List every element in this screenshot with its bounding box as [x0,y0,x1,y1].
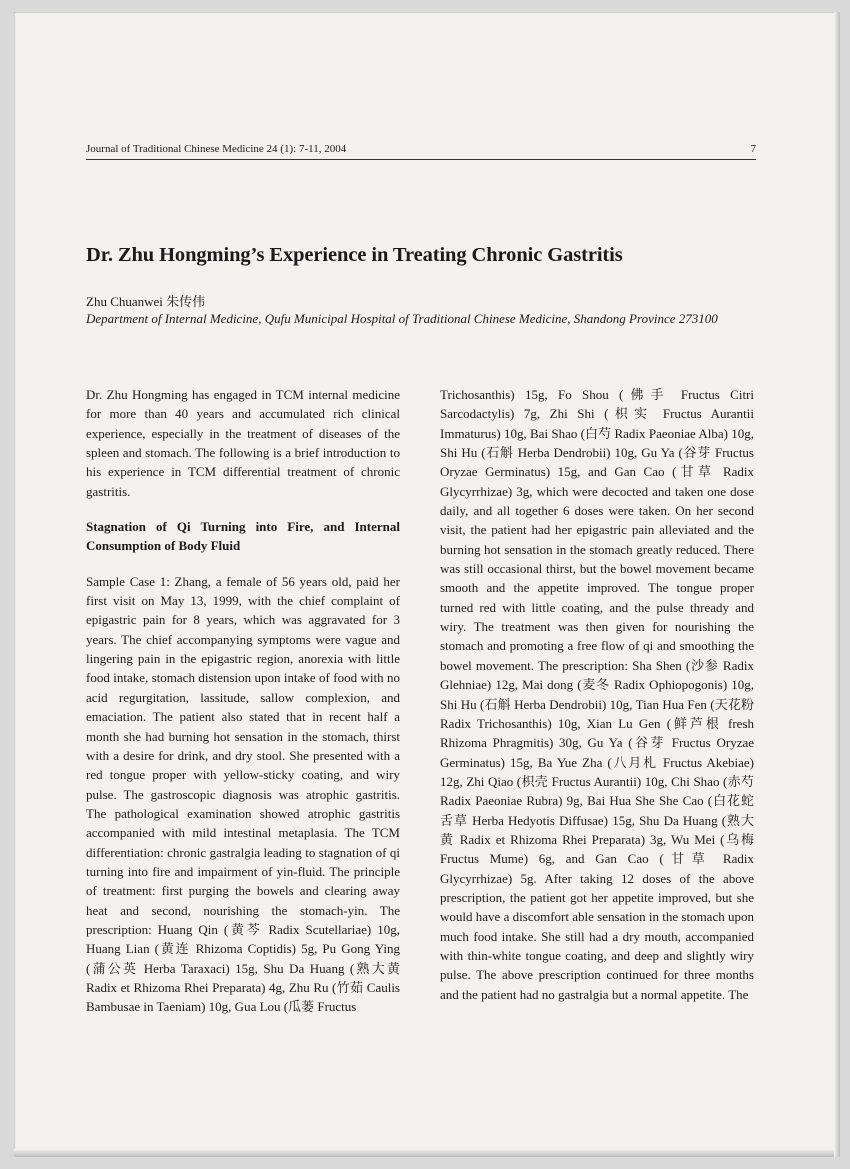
right-column [440,385,754,1004]
running-header [86,143,756,155]
section-heading: Stagnation of Qi Turning into Fire, and Internal Consumption of Body Fluid [86,519,400,554]
intro-paragraph: Dr. Zhu Hongming has engaged in TCM internal medicine for more than 40 years and accumulated rich clinical experience, especially in the treatment of diseases of the spleen and stomach. The following is a brief introduction to his experience in TCM differential treatment of chronic gastritis. [86,387,400,499]
case-paragraph: Sample Case 1: Zhang, a female of 56 years old, paid her first visit on May 13, 1999, with the chief complaint of epigastric pain for 8 years, which was aggravated for 3 years. The chief accompanying symptoms were vague and lingering pain in the epigastric region, anorexia with little food intake, stomach distension upon intake of food with no acid regurgitation, lassitude, sallow complexion, and emaciation. The patient also stated that in recent half a month she had burning hot sensation in the stomach, thirst with a desire for drink, and dry stool. She presented with a red tongue proper with yellow-sticky coating, and wiry pulse. The gastroscopic diagnosis was atrophic gastritis. The pathological examination showed atrophic gastritis accompanied with mild intestinal metaplasia. The TCM differentiation: chronic gastralgia leading to stagnation of qi turning into fire and impairment of yin-fluid. The principle of treatment: first purging the bowels and clearing away heat and second, nourishing the stomach-yin. The prescription: Huang Qin (黄芩 Radix Scutellariae) 10g, Huang Lian (黄连 Rhizoma Coptidis) 5g, Pu Gong Ying (蒲公英 Herba Taraxaci) 15g, Shu Da Huang (熟大黄 Radix et Rhizoma Rhei Preparata) 4g, Zhu Ru (竹茹 Caulis Bambusae in Taeniam) 10g, Gua Lou (瓜蒌 Fructus [86,573,400,1015]
journal-page [14,12,840,1157]
journal-citation: Journal of Traditional Chinese Medicine 24 (1): 7-11, 2004 [86,143,347,155]
right-column-paragraph: Trichosanthis) 15g, Fo Shou (佛手 Fructus Citri Sarcodactylis) 7g, Zhi Shi (枳实 Fructus Aurantii Immaturus) 10g, Bai Shao (白芍 Radix Paeoniae Alba) 10g, Shi Hu (石斛 Herba Dendrobii) 10g, Gu Ya (谷芽 Fructus Oryzae Germinatus) 15g, and Gan Cao (甘草 Radix Glycyrrhizae) 3g, which were decocted and taken one dose daily, and all together 6 doses were taken. On her second visit, the patient had her epigastric pain alleviated and the burning hot sensation in the stomach greatly reduced. There was still occasional thirst, but the bowel movement became smooth and the appetite improved. The tongue proper turned red with little coating, and the pulse thready and wiry. The treatment was then given for nourishing the stomach and promoting a free flow of qi and smoothing the bowel movement. The prescription: Sha Shen (沙参 Radix Glehniae) 12g, Mai dong (麦冬 Radix Ophiopogonis) 10g, Shi Hu (石斛 Herba Dendrobii) 10g, Tian Hua Fen (天花粉 Radix Trichosanthis) 10g, Xian Lu Gen (鲜芦根 fresh Rhizoma Phragmitis) 30g, Gu Ya (谷芽 Fructus Oryzae Germinatus) 15g, Ba Yue Zha (八月札 Fructus Akebiae) 12g, Zhi Qiao (枳壳 Fructus Aurantii) 10g, Chi Shao (赤芍 Radix Paeoniae Rubra) 9g, Bai Hua She She Cao (白花蛇舌草 Herba Hedyotis Diffusae) 15g, Shu Da Huang (熟大黄 Radix et Rhizoma Rhei Preparata) 3g, Wu Mei (乌梅 Fructus Mume) 6g, and Gan Cao (甘草 Radix Glycyrrhizae) 5g. After taking 12 doses of the above prescription, the patient got her appetite improved, but she would have a discomfort able sensation in the stomach upon much food intake. She still had a dry mouth, accompanied with thin-white tongue coating, and deep and slightly wiry pulse. The above prescription continued for three months and the patient had no gastralgia but a normal appetite. The [440,387,754,1002]
left-column [86,385,400,1017]
author-name: Zhu Chuanwei 朱传伟 [86,294,206,309]
article-title: Dr. Zhu Hongming’s Experience in Treating Chronic Gastritis [86,244,623,266]
header-rule [86,159,756,160]
page-number: 7 [750,143,756,155]
author-affiliation: Department of Internal Medicine, Qufu Municipal Hospital of Traditional Chinese Medicine, Shandong Province 273100 [86,311,718,326]
